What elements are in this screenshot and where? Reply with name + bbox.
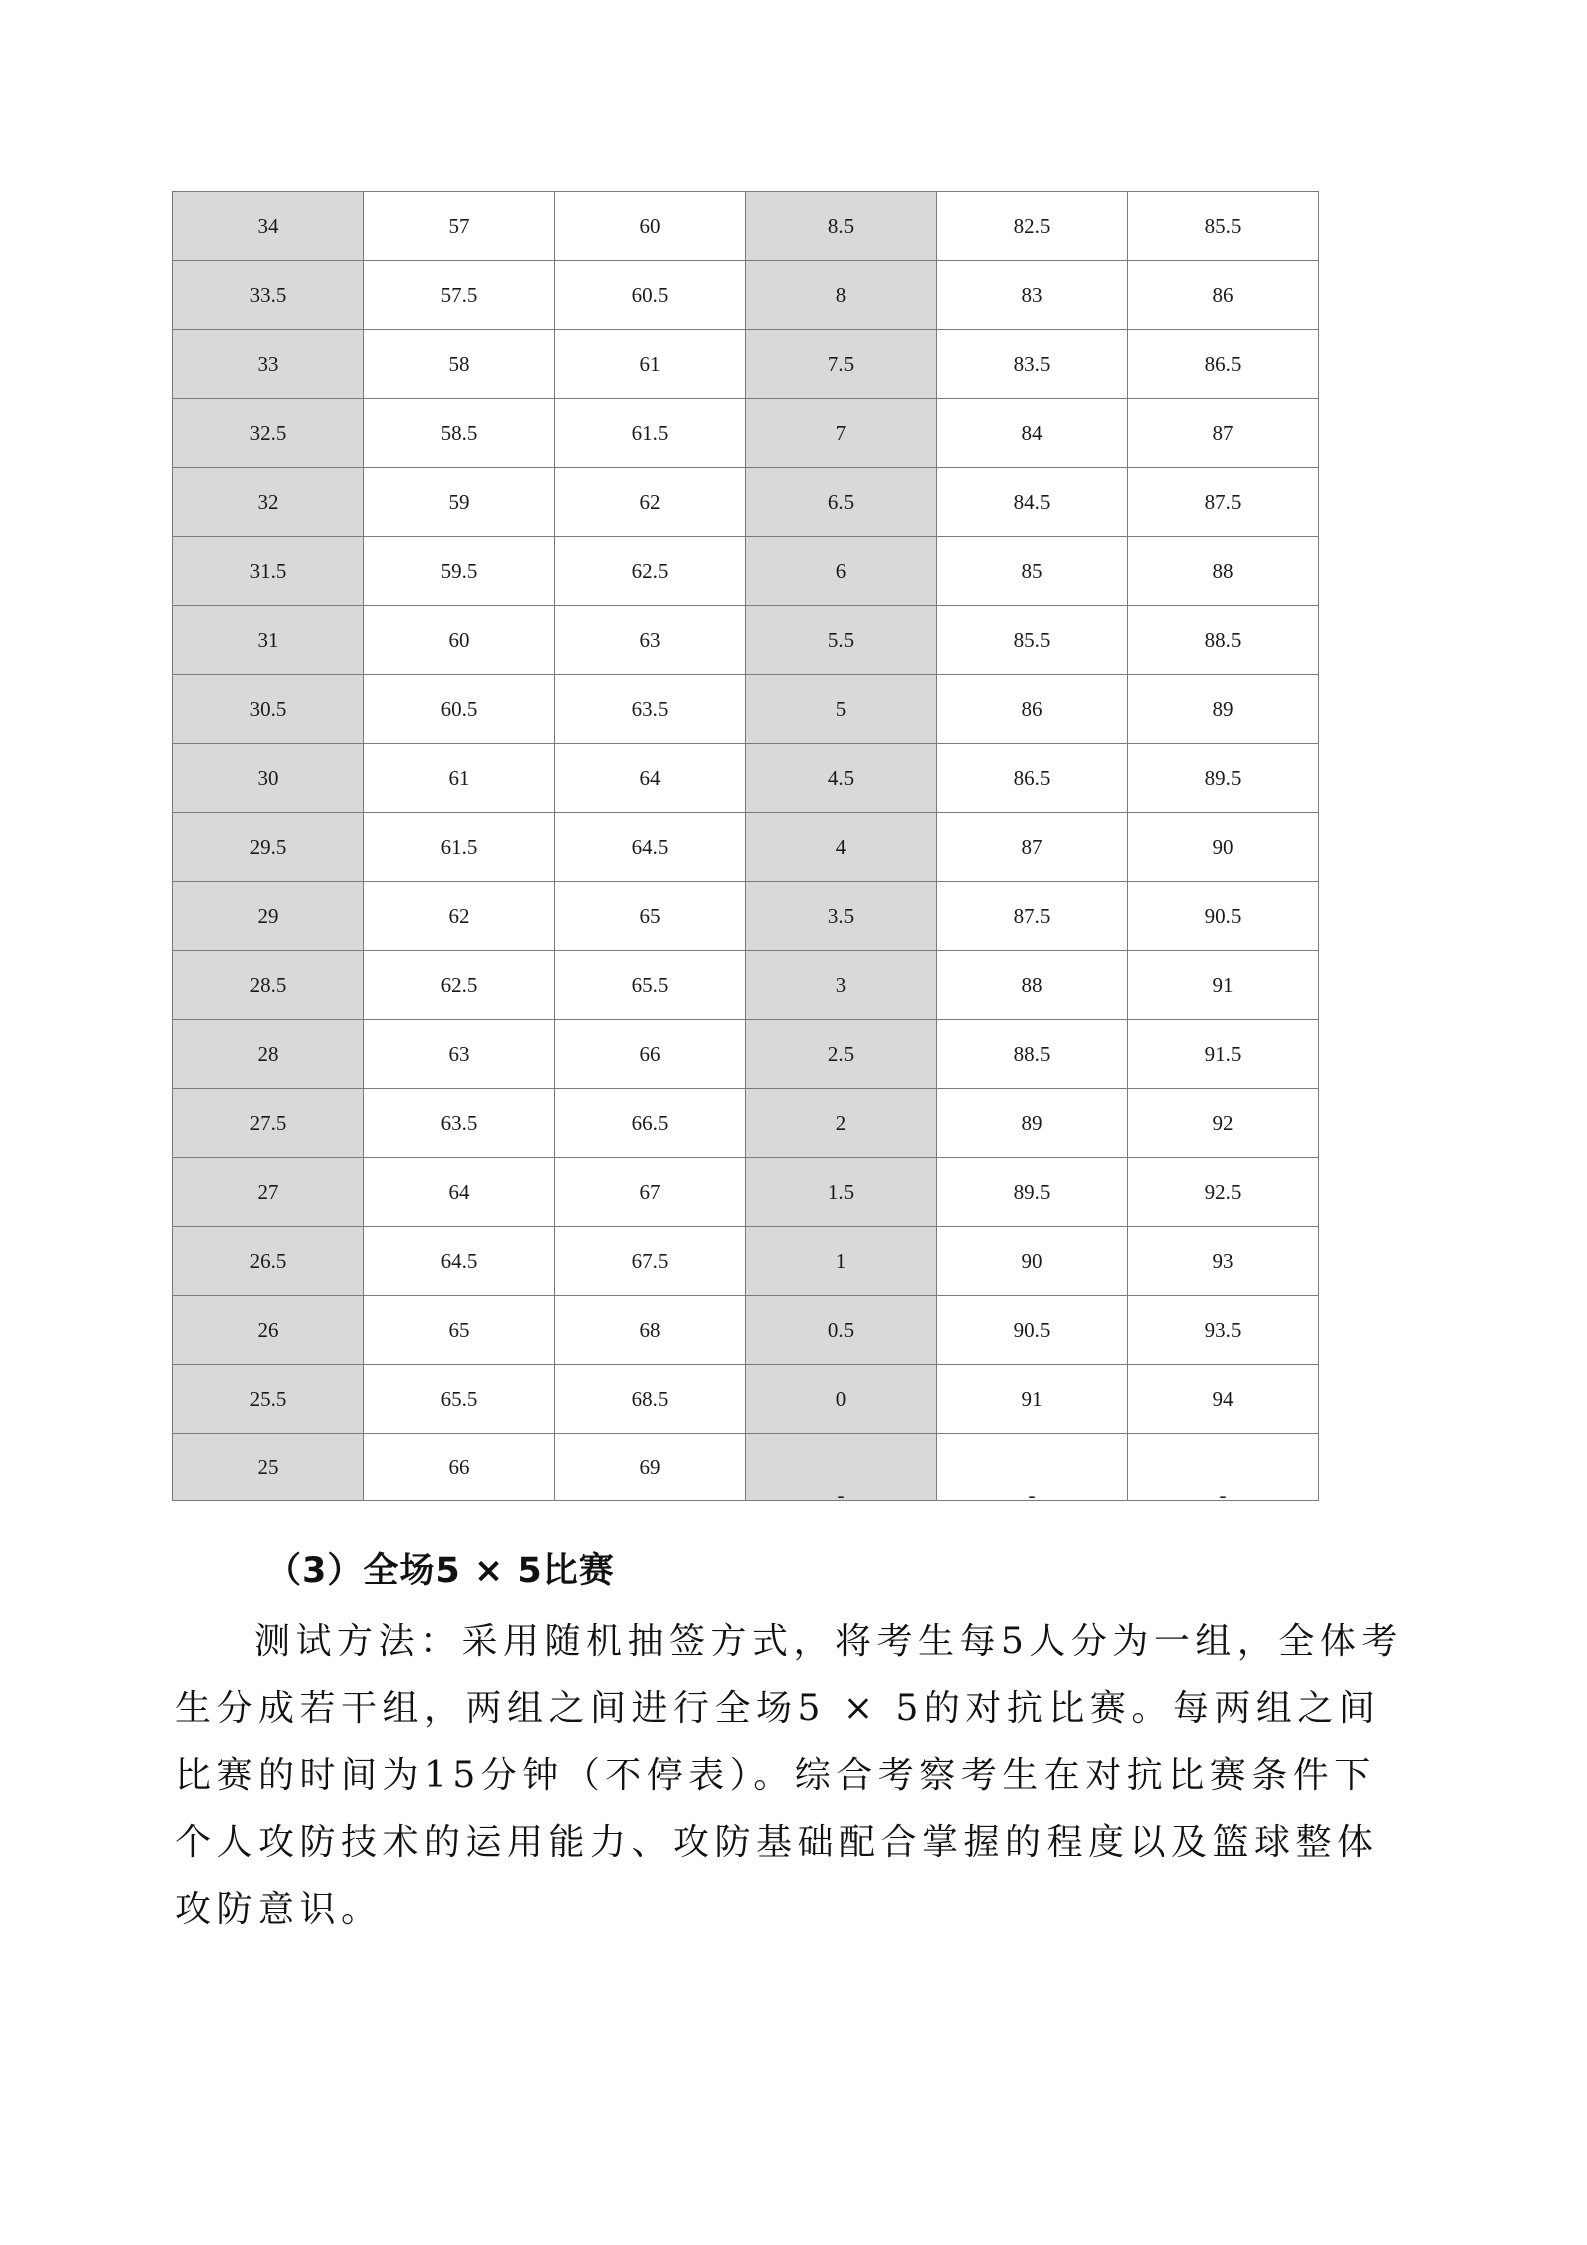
table-cell: 62: [364, 882, 555, 951]
table-cell: 29: [173, 882, 364, 951]
table-cell: 90.5: [937, 1296, 1128, 1365]
table-cell: 33: [173, 330, 364, 399]
table-cell: 66: [555, 1020, 746, 1089]
table-cell: 27.5: [173, 1089, 364, 1158]
table-row: [173, 468, 1319, 537]
table-cell: 60.5: [555, 261, 746, 330]
table-cell: 69: [555, 1434, 746, 1501]
table-cell: 88: [1128, 537, 1319, 606]
table-cell: 60.5: [364, 675, 555, 744]
table-cell: 57.5: [364, 261, 555, 330]
table-cell: [937, 1434, 1128, 1507]
table-cell: 25: [173, 1434, 364, 1501]
table-cell: 68.5: [555, 1365, 746, 1434]
table-row: [173, 1089, 1319, 1158]
table-cell: 87: [1128, 399, 1319, 468]
table-cell: 91: [1128, 951, 1319, 1020]
table-row: [173, 330, 1319, 399]
table-cell: 67.5: [555, 1227, 746, 1296]
table-cell: 84: [937, 399, 1128, 468]
table-cell: 84.5: [937, 468, 1128, 537]
table-cell: 57: [364, 192, 555, 261]
table-cell: 1.5: [746, 1158, 937, 1227]
table-cell: 30: [173, 744, 364, 813]
table-cell: 2: [746, 1089, 937, 1158]
table-cell: 60: [555, 192, 746, 261]
table-cell: 86.5: [1128, 330, 1319, 399]
table-cell: 87.5: [1128, 468, 1319, 537]
table-cell: 63.5: [555, 675, 746, 744]
table-cell: 65.5: [364, 1365, 555, 1434]
table-cell: 88.5: [937, 1020, 1128, 1089]
table-cell: 61.5: [364, 813, 555, 882]
table-cell: 64: [555, 744, 746, 813]
table-cell: 85.5: [937, 606, 1128, 675]
table-cell: 0.5: [746, 1296, 937, 1365]
empty-value-dash: -: [1219, 1483, 1227, 1507]
table-cell: 91: [937, 1365, 1128, 1434]
table-cell: 65.5: [555, 951, 746, 1020]
score-table-body: [173, 192, 1319, 1507]
table-cell: 90: [1128, 813, 1319, 882]
table-cell: 85: [937, 537, 1128, 606]
table-cell: 62: [555, 468, 746, 537]
table-cell: [746, 1434, 937, 1507]
table-cell: 0: [746, 1365, 937, 1434]
table-cell: 89: [937, 1089, 1128, 1158]
table-cell: 65: [364, 1296, 555, 1365]
empty-value-dash: -: [837, 1483, 845, 1507]
table-cell: 64: [364, 1158, 555, 1227]
table-cell: 64.5: [364, 1227, 555, 1296]
table-row: [173, 1020, 1319, 1089]
table-cell: 65: [555, 882, 746, 951]
table-row: [173, 951, 1319, 1020]
table-cell: 32: [173, 468, 364, 537]
table-cell: 83: [937, 261, 1128, 330]
score-table: [172, 191, 1319, 1507]
section-heading: （3）全场5 × 5比赛: [266, 1551, 615, 1591]
table-cell: 27: [173, 1158, 364, 1227]
table-cell: 3.5: [746, 882, 937, 951]
table-cell: 61.5: [555, 399, 746, 468]
table-cell: 31.5: [173, 537, 364, 606]
table-cell: 85.5: [1128, 192, 1319, 261]
table-cell: 82.5: [937, 192, 1128, 261]
table-cell: 93.5: [1128, 1296, 1319, 1365]
table-cell: 26.5: [173, 1227, 364, 1296]
table-cell: 83.5: [937, 330, 1128, 399]
table-cell: 89: [1128, 675, 1319, 744]
table-cell: 6: [746, 537, 937, 606]
table-cell: 89.5: [1128, 744, 1319, 813]
table-cell: 89.5: [937, 1158, 1128, 1227]
table-row: [173, 1365, 1319, 1434]
table-cell: 2.5: [746, 1020, 937, 1089]
table-cell: 5.5: [746, 606, 937, 675]
table-cell: 91.5: [1128, 1020, 1319, 1089]
table-row: [173, 744, 1319, 813]
table-cell: 26: [173, 1296, 364, 1365]
table-row: [173, 1296, 1319, 1365]
table-row: [173, 813, 1319, 882]
table-row: [173, 1434, 1319, 1501]
table-cell: 92: [1128, 1089, 1319, 1158]
table-cell: 5: [746, 675, 937, 744]
table-cell: 63.5: [364, 1089, 555, 1158]
table-cell: 66: [364, 1434, 555, 1501]
table-row: [173, 1227, 1319, 1296]
table-cell: 94: [1128, 1365, 1319, 1434]
table-cell: 28: [173, 1020, 364, 1089]
table-cell: 7.5: [746, 330, 937, 399]
table-cell: 4: [746, 813, 937, 882]
table-row: [173, 537, 1319, 606]
table-cell: 88: [937, 951, 1128, 1020]
table-cell: 30.5: [173, 675, 364, 744]
table-cell: 86: [937, 675, 1128, 744]
table-cell: 60: [364, 606, 555, 675]
table-cell: 90.5: [1128, 882, 1319, 951]
table-cell: 31: [173, 606, 364, 675]
table-cell: 58: [364, 330, 555, 399]
table-row: [173, 399, 1319, 468]
table-cell: 34: [173, 192, 364, 261]
table-cell: 63: [555, 606, 746, 675]
table-cell: 4.5: [746, 744, 937, 813]
table-cell: 7: [746, 399, 937, 468]
table-row: [173, 882, 1319, 951]
table-cell: 28.5: [173, 951, 364, 1020]
table-cell: 61: [364, 744, 555, 813]
table-cell: 86: [1128, 261, 1319, 330]
table-cell: [1128, 1434, 1319, 1507]
table-cell: 59.5: [364, 537, 555, 606]
table-cell: 92.5: [1128, 1158, 1319, 1227]
table-cell: 29.5: [173, 813, 364, 882]
table-cell: 66.5: [555, 1089, 746, 1158]
table-cell: 1: [746, 1227, 937, 1296]
table-cell: 93: [1128, 1227, 1319, 1296]
table-cell: 62.5: [364, 951, 555, 1020]
table-row: [173, 1158, 1319, 1227]
table-cell: 90: [937, 1227, 1128, 1296]
table-cell: 87.5: [937, 882, 1128, 951]
table-row: [173, 261, 1319, 330]
table-cell: 67: [555, 1158, 746, 1227]
test-method-paragraph: 测试方法：采用随机抽签方式，将考生每5人分为一组，全体考生分成若干组，两组之间进行全场5 × 5的对抗比赛。每两组之间比赛的时间为15分钟（不停表）。综合考察考生在对抗比赛条件下个人攻防技术的运用能力、攻防基础配合掌握的程度以及篮球整体攻防意识。: [175, 1621, 1403, 1930]
table-cell: 87: [937, 813, 1128, 882]
table-cell: 8.5: [746, 192, 937, 261]
table-row: [173, 675, 1319, 744]
table-cell: 3: [746, 951, 937, 1020]
empty-value-dash: -: [1028, 1483, 1036, 1507]
table-cell: 25.5: [173, 1365, 364, 1434]
table-cell: 68: [555, 1296, 746, 1365]
table-cell: 63: [364, 1020, 555, 1089]
table-cell: 33.5: [173, 261, 364, 330]
table-cell: 64.5: [555, 813, 746, 882]
table-cell: 32.5: [173, 399, 364, 468]
table-cell: 88.5: [1128, 606, 1319, 675]
table-cell: 59: [364, 468, 555, 537]
table-cell: 58.5: [364, 399, 555, 468]
table-cell: 62.5: [555, 537, 746, 606]
table-row: [173, 192, 1319, 261]
table-cell: 6.5: [746, 468, 937, 537]
table-cell: 86.5: [937, 744, 1128, 813]
table-cell: 61: [555, 330, 746, 399]
table-cell: 8: [746, 261, 937, 330]
table-row: [173, 606, 1319, 675]
